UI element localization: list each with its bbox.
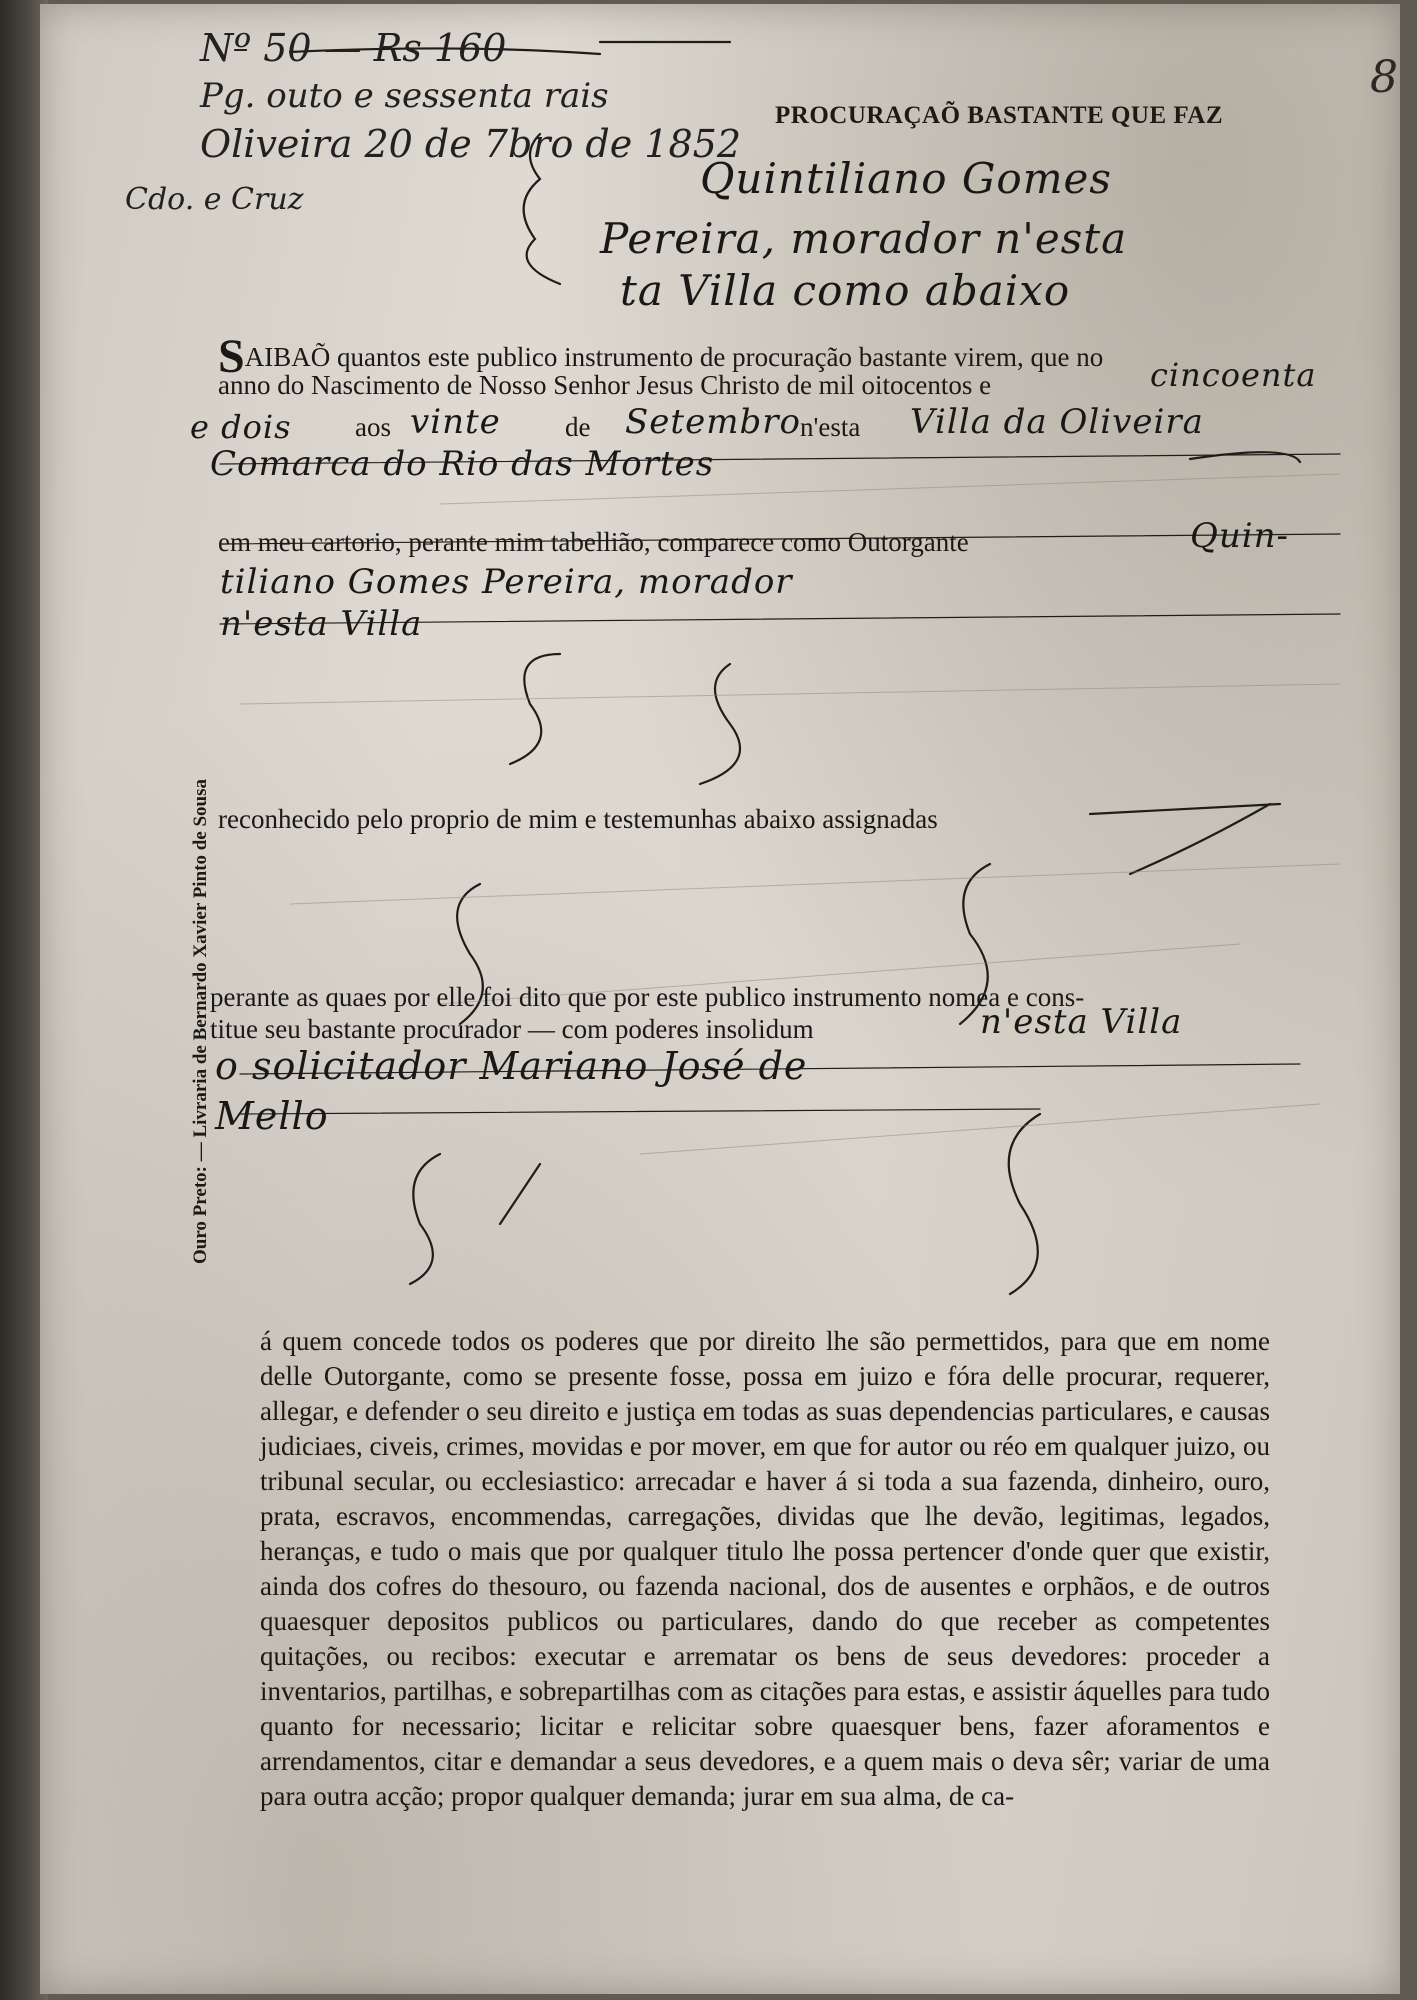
powers-paragraph: á quem concede todos os poderes que por direito lhe são permettidos, para que em nome delle Outorgante, como se presente fosse, possa em juizo e fóra delle procurar, requerer, allegar, e defender o seu direito e justiça em todas as suas dependencias particulares, e causas judiciaes, civeis, crimes, movidas e por mover, em que for autor ou réo em qualquer juizo, ou tribunal secular, ou ecclesiastico: arrecadar e haver á si toda a sua fazenda, dinheiro, ouro, prata, escravos, encommendas, carregações, dividas que lhe devão, legitimas, legados, heranças, e tudo o mais que por qualquer titulo lhe possa pertencer d'onde quer que existir, ainda dos cofres do thesouro, ou fazenda nacional, dos de ausentes e orphãos, e de outros quaesquer depositos publicos ou particulares, dando do que receber as competentes quitações, ou recibos: executar e arrematar os bens de seus devedores: proceder a inventarios, partilhas, e sobrepartilhas com as citações para estas, e assistir áquelles para tudo quanto for necessario; licitar e relicitar sobre quaesquer bens, fazer aforamentos e arrendamentos, citar e demandar a seus devedores, e a quem mais o deva sêr; variar de uma para outra acção; propor qualquer demanda; jurar em sua alma, de ca- — [260, 1326, 1270, 1811]
deed-line-7: titue seu bastante procurador — com poderes insolidum — [210, 1014, 814, 1044]
payment-note: Pg. outo e sessenta rais — [200, 76, 609, 116]
handwritten-grantor-end: n'esta Villa — [220, 604, 423, 644]
handwritten-year: cincoenta — [1150, 356, 1317, 394]
handwritten-year-cont: e dois — [190, 408, 292, 446]
grantor-line-1: Quintiliano Gomes — [700, 154, 1112, 203]
page-number: 8 — [1370, 52, 1398, 103]
printer-imprint: Ouro Preto: — Livraria de Bernardo Xavier Pinto de Sousa — [190, 778, 211, 1264]
handwritten-grantor-cont: tiliano Gomes Pereira, morador — [220, 562, 793, 602]
flourish-s — [410, 1154, 440, 1284]
document-title: PROCURAÇAÕ BASTANTE QUE FAZ — [775, 102, 1224, 129]
place-date-note: Oliveira 20 de 7bro de 1852 — [200, 122, 742, 166]
handwritten-day: vinte — [410, 402, 501, 442]
flourish-s — [1009, 1114, 1040, 1294]
drop-cap: S — [218, 330, 245, 383]
deed-line-4: em meu cartorio, perante mim tabellião, comparece como Outorgante — [218, 527, 969, 557]
grantor-line-2: Pereira, morador n'esta — [600, 214, 1128, 263]
flourish-s — [510, 654, 560, 764]
deed-line-2: anno do Nascimento de Nosso Senhor Jesus Christo de mil oitocentos e — [218, 370, 992, 400]
handwritten-place: Villa da Oliveira — [910, 402, 1204, 442]
deed-line-6: perante as quaes por elle foi dito que por este publico instrumento nomea e cons- — [210, 982, 1085, 1012]
handwritten-attorney: o solicitador Mariano José de — [215, 1044, 808, 1088]
handwritten-attorney-surname: Mello — [215, 1094, 329, 1138]
stamp-fee-note: Nº 50 — Rs 160 — [200, 26, 507, 70]
deed-line-1: AIBAÕ quantos este publico instrumento de procuração bastante virem, que no — [244, 342, 1104, 372]
handwritten-month: Setembro — [625, 402, 801, 442]
handwritten-attorney-place: n'esta Villa — [980, 1002, 1183, 1042]
deed-aos: aos — [355, 412, 391, 442]
grantor-line-3: ta Villa como abaixo — [620, 266, 1071, 315]
handwritten-comarca: Comarca do Rio das Mortes — [210, 444, 715, 484]
document-page — [40, 4, 1400, 1994]
clerk-signature: Cdo. e Cruz — [125, 182, 304, 217]
handwritten-grantor: Quin- — [1190, 516, 1290, 556]
deed-line-5: reconhecido pelo proprio de mim e testemunhas abaixo assignadas — [218, 804, 938, 834]
deed-de: de — [565, 412, 591, 442]
flourish-s — [700, 664, 740, 784]
deed-nesta: n'esta — [800, 412, 861, 442]
